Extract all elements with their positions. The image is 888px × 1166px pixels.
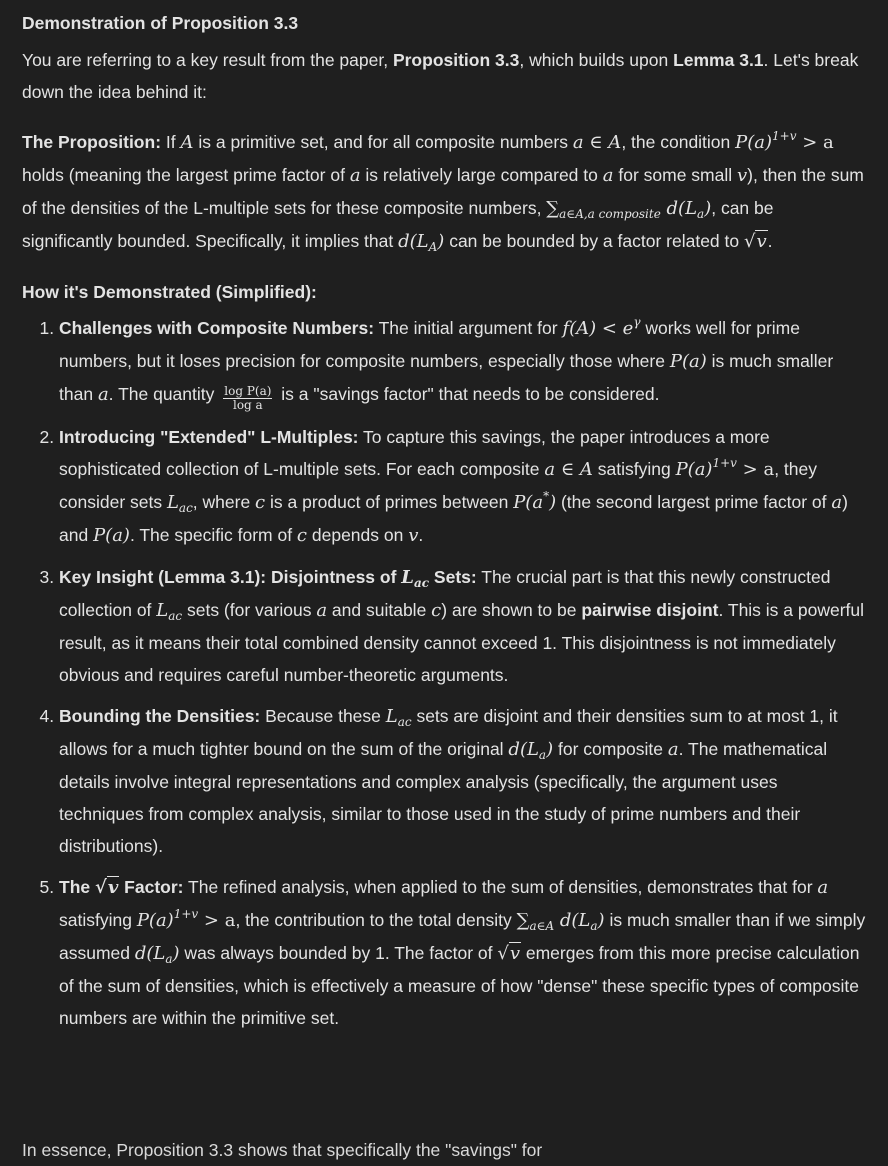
math-a-in-A: a ∈ A [572,132,622,153]
prop-text: can be bounded by a factor related to [444,231,744,251]
math-condition: $P(a)^{1+v} > a$ [735,129,834,153]
intro-text: , which builds upon [519,50,674,70]
prop-text: . [767,231,773,251]
prop-text: , the condition [621,132,736,152]
intro-bold-prop: Proposition 3.3 [392,50,520,70]
list-item: 3. Key Insight (Lemma 3.1): Disjointness of $L_{ac}$ Sets: The crucial part is that this newly constructed collection of $L_{ac}$ sets (for various a and suitable c) are shown to be pairwise disjoint. This is a powerful result, as it means their total combined density cannot exceed 1. This disjointness is not immediately obvious and requires careful number-theoretic arguments. [59,561,866,691]
list-item: 2. Introducing "Extended" L-Multiples: To capture this savings, the paper introduces a more sophisticated collection of L-multiple sets. For each composite a ∈ A satisfying $P(a)^{1+v} > a$, they consider sets $L_{ac}$, where c is a product of primes between P(a*) (the second largest prime factor of a) and P(a). The specific form of c depends on v. [59,421,866,552]
math-condition: $P(a)^{1+v} > a$ [675,456,775,480]
math-Lac: $L_{ac}$ [401,567,430,590]
math-dLA: $d(L_A)$ [398,231,445,254]
math-Lac: $L_{ac}$ [385,706,412,729]
math-A: A [180,132,194,153]
prop-text: is relatively large compared to [360,165,603,185]
math-dLa: $d(L_a)$ [508,739,554,762]
math-savings-fraction: $\frac{\text{log P(a)}}{\text{log a}}$ [224,384,272,412]
item-label: The √v Factor: [59,877,184,898]
item-label: Key Insight (Lemma 3.1): Disjointness of $L_{ac}$ Sets: [59,567,477,590]
proposition-paragraph [22,126,866,258]
math-c: c [255,492,266,513]
prop-text: is a primitive set, and for all composite numbers [193,132,573,152]
item-label: Challenges with Composite Numbers: [59,318,375,338]
intro-paragraph [22,44,866,108]
math-sqrt-v: √v [497,943,520,964]
prop-text: holds (meaning the largest prime factor of [22,165,350,185]
math-a: a [817,877,829,898]
math-sum: $\sum_{a\in A}$ $d(L_a)$ [516,910,605,933]
math-v: v [408,525,419,546]
math-v: v [736,165,748,186]
math-a: a [97,384,109,405]
intro-bold-lemma: Lemma 3.1 [673,50,764,70]
how-heading: How it's Demonstrated (Simplified): [22,282,317,302]
math-sqrt-v: √v [94,877,119,898]
item-label: Bounding the Densities: [59,706,261,726]
proposition-label: The Proposition: [22,132,162,152]
math-dLa: $d(L_a)$ [134,943,180,966]
list-item: 4. Bounding the Densities: Because these $L_{ac}$ sets are disjoint and their densities sum to at most 1, it allows for a much tighter bound on the sum of the original $d(L_a)$ for composite a. The mathematical details involve integral representations and complex analysis (specifically, the argument uses techniques from complex analysis, similar to those used in the study of prime numbers and their distributions). [59,700,866,862]
math-condition: $P(a)^{1+v} > a$ [136,907,236,931]
prop-text: , can be significantly bounded. Specifically, it implies that [22,198,774,251]
math-a: a [602,165,614,186]
math-sum-composite: $\sum_{a\in A,a composite}$ $d(L_a)$ [546,198,712,221]
math-Pa: P(a) [669,351,707,372]
steps-list [22,312,866,1034]
math-Lac: $L_{ac}$ [166,492,193,515]
prop-text: for some small [613,165,737,185]
math-c: c [431,600,442,621]
list-item: 5. The √v Factor: The refined analysis, when applied to the sum of densities, demonstrates that for a satisfying $P(a)^{1+v} > a$, the contribution to the total density $\sum_{a\in A}$ $d(L_a)$ is much smaller than if we simply assumed $d(L_a)$ was always bounded by 1. The factor of √v emerges from this more precise calculation of the sum of densities, which is effectively a measure of how "dense" these specific types of composite numbers are within the primitive set. [59,871,866,1034]
math-a: a [349,165,361,186]
section-title: Demonstration of Proposition 3.3 [22,13,299,33]
math-a-in-A: a ∈ A [544,459,593,480]
math-a: a [831,492,843,513]
math-Pastar: P(a*) [513,489,557,513]
prop-text: If [161,132,181,152]
intro-text: You are referring to a key result from the paper, [22,50,393,70]
math-sqrt-v: √v [743,231,767,252]
list-item: 1. Challenges with Composite Numbers: The initial argument for $f(A) < e^\gamma$ works well for prime numbers, but it loses precision for composite numbers, especially those where P(a) is much smaller than a. The quantity $\frac{\text{log P(a)}}{\text{log a}}$ is a "savings factor" that needs to be considered. [59,312,866,412]
cut-off-paragraph: In essence, Proposition 3.3 shows that specifically the "savings" for [22,1140,543,1160]
bold-pairwise-disjoint: pairwise disjoint [581,600,719,620]
math-Pa: P(a) [93,525,130,546]
intro-text: . Let's break down the idea behind it: [22,50,859,102]
math-Lac: $L_{ac}$ [156,600,183,623]
prop-text: ), then the sum of the densities of the L-multiple sets for these composite numbers, [22,165,864,218]
math-a: a [316,600,328,621]
math-c: c [296,525,308,546]
math-a: a [667,739,679,760]
item-label: Introducing "Extended" L-Multiples: [59,427,359,447]
math-fA: $f(A) < e^\gamma$ [562,315,641,339]
